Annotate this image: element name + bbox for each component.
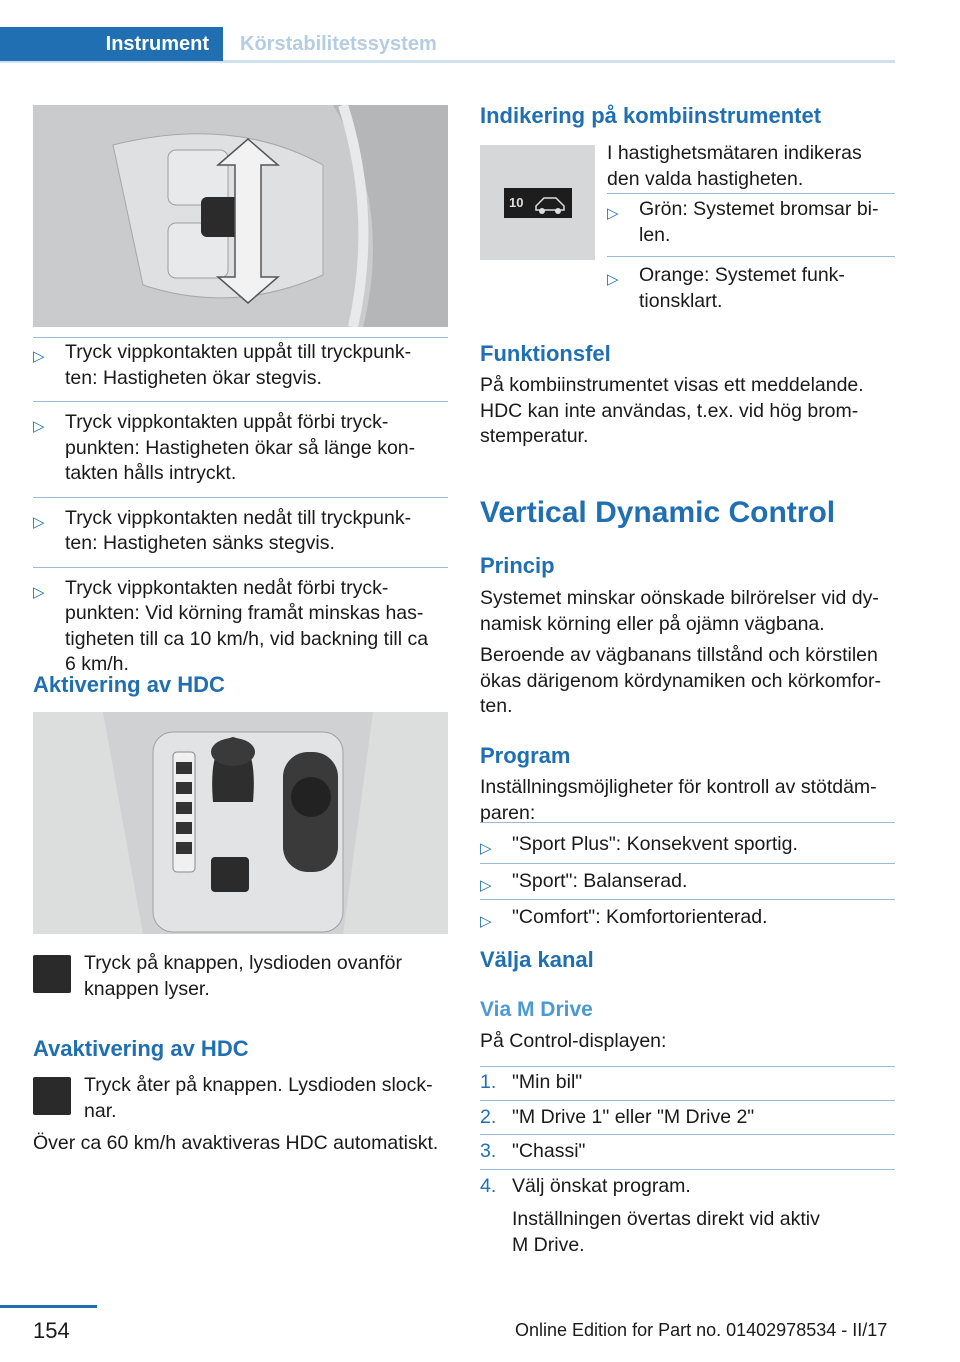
divider bbox=[607, 193, 895, 194]
fault-text: På kombiinstrumentet visas ett meddelande. HDC kan inte användas, t.ex. vid hög brom- stemperatur. bbox=[480, 374, 864, 447]
indication-heading: Indikering på kombiinstrumentet bbox=[480, 103, 822, 128]
list-item: ▷ Grön: Systemet bromsar bi- len. bbox=[607, 198, 879, 246]
tab-korstabilitetssystem[interactable]: Körstabilitetssystem bbox=[240, 33, 437, 55]
triangle-bullet-icon: ▷ bbox=[33, 513, 45, 531]
triangle-bullet-icon: ▷ bbox=[480, 840, 492, 857]
list-item: ▷ Tryck vippkontakten nedåt förbi tryck- punkten: Vid körning framåt minskas has- tigheten till ca 10 km/h, vid backning till ca 6 km/h. bbox=[33, 567, 448, 678]
hdc-button-icon bbox=[33, 955, 71, 993]
speedometer-indicator-figure bbox=[480, 145, 595, 260]
hdc-button-icon bbox=[33, 1077, 71, 1115]
list-item: ▷ "Comfort": Komfortorienterad. bbox=[480, 899, 895, 931]
center-console-figure bbox=[33, 712, 448, 934]
program-options bbox=[480, 822, 895, 931]
activation-heading: Aktivering av HDC bbox=[33, 672, 225, 697]
list-item: 4. Välj önskat program. Inställningen övertas direkt vid aktiv M Drive. bbox=[480, 1169, 895, 1259]
triangle-bullet-icon: ▷ bbox=[33, 583, 45, 601]
list-item: 1. "Min bil" bbox=[480, 1066, 895, 1100]
principle-text-1: Systemet minskar oönskade bilrörelser vid dy- namisk körning eller på ojämn vägbana. bbox=[480, 587, 879, 635]
list-item: ▷ Tryck vippkontakten uppåt förbi tryck- punkten: Hastigheten ökar så länge kon- takten hålls intryckt. bbox=[33, 401, 448, 497]
list-item: ▷ Orange: Systemet funk- tionsklart. bbox=[607, 256, 895, 314]
list-item: 3. "Chassi" bbox=[480, 1134, 895, 1169]
footer-line bbox=[0, 1305, 97, 1308]
deactivation-text: Tryck åter på knappen. Lysdioden slock- nar. bbox=[84, 1074, 433, 1122]
list-item: ▷ Tryck vippkontakten uppåt till tryckpunk- ten: Hastigheten ökar stegvis. bbox=[33, 341, 412, 389]
triangle-bullet-icon: ▷ bbox=[33, 418, 45, 435]
mdrive-steps bbox=[480, 1066, 895, 1258]
list-item: 2. "M Drive 1" eller "M Drive 2" bbox=[480, 1100, 895, 1135]
page-number: 154 bbox=[33, 1318, 70, 1343]
triangle-bullet-icon: ▷ bbox=[607, 205, 619, 222]
footer-edition: Online Edition for Part no. 01402978534 - II/17 bbox=[515, 1320, 888, 1340]
list-item: ▷ Tryck vippkontakten nedåt till tryckpunk- ten: Hastigheten sänks stegvis. bbox=[33, 497, 448, 567]
mdrive-heading: Via M Drive bbox=[480, 998, 593, 1021]
indication-colors bbox=[607, 197, 895, 314]
mdrive-text: På Control-displayen: bbox=[480, 1030, 667, 1052]
program-heading: Program bbox=[480, 743, 571, 768]
step-note: Inställningen övertas direkt vid aktiv M Drive. bbox=[512, 1208, 820, 1256]
indication-text: I hastighetsmätaren indikeras den valda hastigheten. bbox=[607, 142, 862, 190]
fault-heading: Funktionsfel bbox=[480, 341, 611, 366]
deactivation-heading: Avaktivering av HDC bbox=[33, 1036, 249, 1061]
list-item: ▷ "Sport": Balanserad. bbox=[480, 863, 895, 900]
auto-deactivation-text: Över ca 60 km/h avaktiveras HDC automatiskt. bbox=[33, 1132, 439, 1154]
triangle-bullet-icon: ▷ bbox=[607, 271, 619, 288]
tab-instrument[interactable]: Instrument bbox=[0, 27, 223, 61]
channel-heading: Välja kanal bbox=[480, 947, 594, 972]
triangle-bullet-icon: ▷ bbox=[33, 348, 45, 365]
principle-heading: Princip bbox=[480, 553, 555, 578]
principle-text-2: Beroende av vägbanans tillstånd och körstilen ökas därigenom kördynamiken och körkomfor- ten. bbox=[480, 644, 882, 717]
hdc-indicator-icon: 10 bbox=[504, 188, 572, 218]
vdc-heading: Vertical Dynamic Control bbox=[480, 496, 836, 529]
triangle-bullet-icon: ▷ bbox=[480, 913, 492, 930]
switch-instructions bbox=[33, 338, 448, 678]
activation-text: Tryck på knappen, lysdioden ovanför knappen lyser. bbox=[84, 952, 402, 1000]
list-item: ▷ "Sport Plus": Konsekvent sportig. bbox=[480, 822, 895, 863]
program-text: Inställningsmöjligheter för kontroll av stötdäm- paren: bbox=[480, 776, 877, 824]
steering-wheel-figure bbox=[33, 105, 448, 327]
triangle-bullet-icon: ▷ bbox=[480, 876, 492, 894]
